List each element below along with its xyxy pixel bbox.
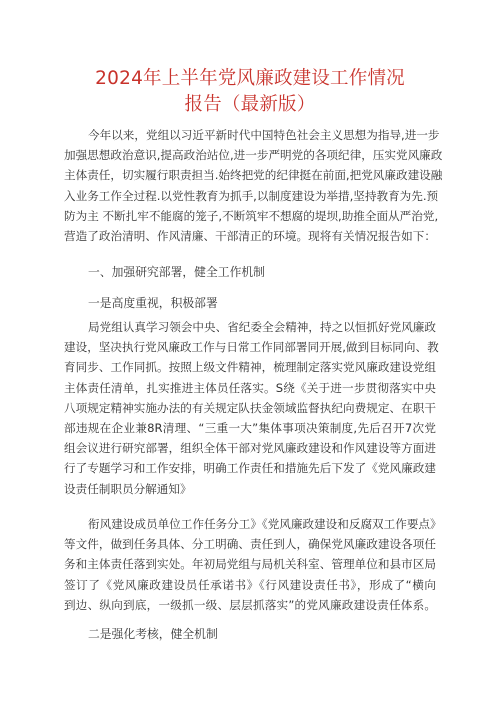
paragraph-line: 建设，坚决执行党风廉政工作与日常工作同部署同开展,做到目标同向、教 [64,340,439,355]
document-title-line-2: 报告（最新版） [184,94,316,115]
document-title-line-1: 2024年上半年党风廉政建设工作情况 [95,68,405,89]
paragraph-line: 组会议进行研究部署，组织全体干部对党风廉政建设和作风建设等方面进 [64,441,436,456]
paragraph-line: 防为主 不断扎牢不能腐的笼子,不断筑牢不想腐的堤坝,助推全面从严治党, [64,208,439,223]
paragraph-line: 加强思想政治意识,提高政治站位,进一步严明党的各项纪律，压实党风廉政 [64,148,443,163]
paragraph-line: 今年以来，党组以习近平新时代中国特色社会主义思想为指导,进一步 [88,128,440,142]
paragraph-line: 部违规在企业兼8R清理、“三重一大”集体事项决策制度,先后召开7次党 [64,421,436,436]
paragraph-line: 务和主体责任落到实处。年初局党组与局机关科室、管理单位和县市区局 [64,557,436,572]
intro-paragraph [64,125,443,246]
paragraph-line: 衔风建设成员单位工作任务分工》《党风廉政建设和反腐双工作要点》 [88,517,442,531]
sub-heading: 二是强化考核，健全机制 [88,627,218,641]
section-heading: 一、加强研究部署，健全工作机制 [88,265,265,279]
paragraph-line: 主体责任清单，扎实推进主体员任落实。S绕《关于进一步贯彻落实中央 [64,380,436,395]
paragraph-line: 到边、纵向到底，一级抓一级、层层抓落实”的党风廉政建设责任体系。 [64,597,436,612]
paragraph-line: 局党组认真学习领会中央、省纪委全会精神，持之以恒抓好党风廉政 [88,320,436,334]
body-paragraph-3 [64,514,442,615]
paragraph-line: 营造了政治清明、作风清廉、干部清正的环境。现将有关情况报告如下： [64,229,436,244]
paragraph-line: 等文件，做到任务具体、分工明确、责任到人，确保党风廉政建设各项任 [64,537,436,552]
paragraph-line: 育同步、工作同抓。按照上级文件精神，梳理制定落实党风廉政建设党组 [64,360,436,375]
sub-heading: 一是高度重视，积极部署 [88,296,218,310]
paragraph-line: 八项规定精神实施办法的有关规定队扶金领域监督执纪向费规定、在职干 [64,400,436,415]
paragraph-line: 设责任制职员分解通知》 [64,481,192,496]
paragraph-line: 主体责任，切实履行职责担当.始终把党的纪律挺在前面,把党风廉政建设融 [64,168,443,183]
paragraph-line: 入业务工作全过程.以党性教育为抓手,以制度建设为举措,坚持教育为先.预 [64,188,439,203]
paragraph-line: 行了专题学习和工作安排，明确工作责任和措施先后下发了《党风廉政建 [64,461,436,476]
body-paragraph-2 [64,317,439,499]
paragraph-line: 签订了《党风廉政建设员任承诺书》《行风建设责任书》，形成了“横向 [64,577,436,592]
